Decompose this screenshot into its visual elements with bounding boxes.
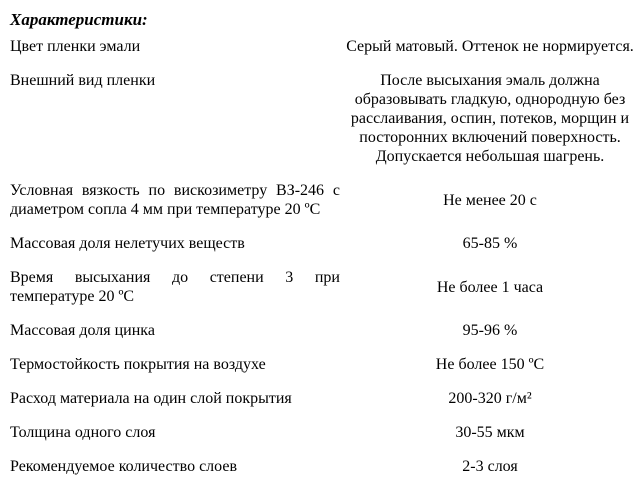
spec-value: Не более 150 ºС <box>435 356 545 373</box>
spec-label-line: Время высыхания до степени 3 при <box>10 269 340 286</box>
spec-value: Серый матовый. Оттенок не нормируется. <box>346 38 634 55</box>
spec-value: 65-85 % <box>462 235 518 252</box>
spec-value: Не менее 20 с <box>443 191 537 209</box>
spec-label: Расход материала на один слой покрытия <box>10 390 292 407</box>
spec-label <box>10 181 340 219</box>
spec-label: Массовая доля цинка <box>10 322 155 339</box>
spec-value: 95-96 % <box>462 322 518 339</box>
spec-value: После высыхания эмаль должна образовывать гладкую, однородную без расслаивания, оспин, потеков, морщин и посторонних включений поверхность. Допускается небольшая шагрень. <box>350 72 630 165</box>
spec-row-zinc-mass <box>10 321 640 340</box>
spec-value: 30-55 мкм <box>455 424 525 441</box>
spec-label-line: температуре 20 ºС <box>10 288 135 305</box>
spec-value: 2-3 слоя <box>462 458 518 475</box>
spec-label-line: Условная вязкость по вискозиметру ВЗ-246 с <box>10 182 340 199</box>
spec-label: Массовая доля нелетучих веществ <box>10 235 245 252</box>
spec-label: Термостойкость покрытия на воздухе <box>10 356 266 373</box>
section-title: Характеристики: <box>10 10 148 29</box>
spec-row-film-appearance <box>10 71 640 166</box>
spec-label: Рекомендуемое количество слоев <box>10 458 238 475</box>
spec-value: 200-320 г/м² <box>448 390 532 407</box>
spec-row-film-color <box>10 37 640 56</box>
spec-row-layer-thickness <box>10 423 640 442</box>
spec-label-line: диаметром сопла 4 мм при температуре 20 ºС <box>10 201 321 218</box>
spec-row-drying-time <box>10 268 640 306</box>
spec-label: Толщина одного слоя <box>10 424 156 441</box>
spec-value: Не более 1 часа <box>436 278 544 296</box>
spec-row-nonvolatile-mass <box>10 234 640 253</box>
spec-label <box>10 268 340 306</box>
spec-row-material-consumption <box>10 389 640 408</box>
spec-row-heat-resistance <box>10 355 640 374</box>
spec-row-layer-count <box>10 457 640 476</box>
spec-label: Цвет пленки эмали <box>10 38 141 55</box>
spec-row-viscosity <box>10 181 640 219</box>
spec-label: Внешний вид пленки <box>10 72 156 89</box>
